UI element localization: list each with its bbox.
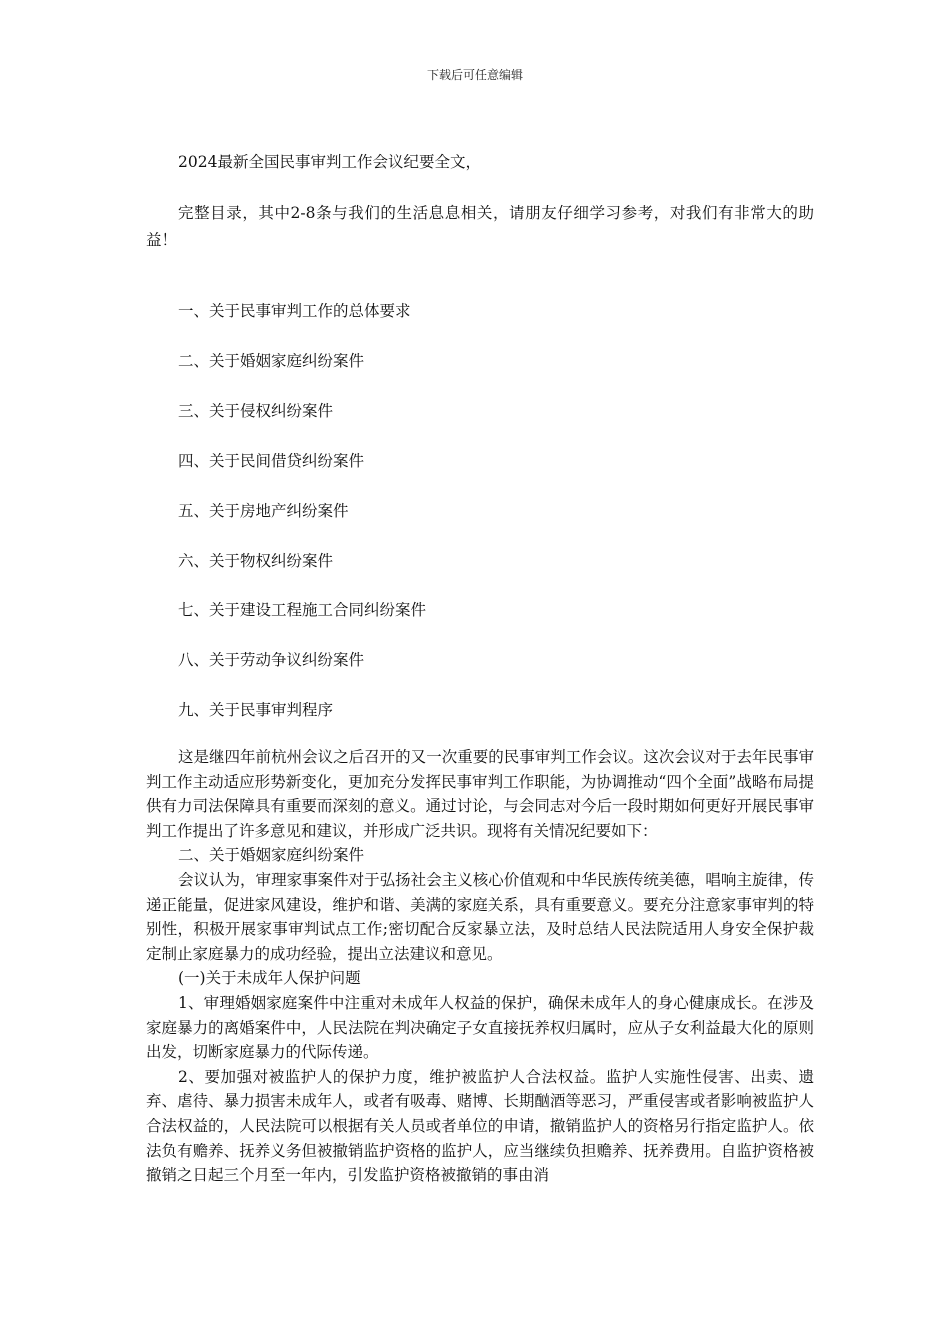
header-note: 下载后可任意编辑 — [426, 68, 523, 82]
body-paragraph: 2、要加强对被监护人的保护力度，维护被监护人合法权益。监护人实施性侵害、出卖、遗弃、虐待、暴力损害未成年人，或者有吸毒、赌博、长期酗酒等恶习，严重侵害或者影响被监护人合法权益的，人民法院可以根据有关人员或者单位的申请，撤销监护人的资格另行指定监护人。依法负有赡养、抚养义务但被撤销监护资格的监护人，应当继续负担赡养、抚养费用。自监护资格被撤销之日起三个月至一年内，引发监护资格被撤销的事由消 — [146, 1067, 814, 1185]
toc-item: 七、关于建设工程施工合同纠纷案件 — [178, 601, 427, 619]
sub-heading: (一)关于未成年人保护问题 — [178, 969, 361, 988]
toc-item: 九、关于民事审判程序 — [178, 701, 334, 719]
body-text — [146, 745, 814, 1188]
toc-item: 四、关于民间借贷纠纷案件 — [178, 452, 365, 470]
contents-note: 完整目录，其中2-8条与我们的生活息息相关，请朋友仔细学习参考，对我们有非常大的助益！ — [146, 204, 814, 249]
toc-item: 五、关于房地产纠纷案件 — [178, 502, 349, 520]
toc-item: 一、关于民事审判工作的总体要求 — [178, 302, 411, 320]
section-heading: 二、关于婚姻家庭纠纷案件 — [178, 846, 365, 865]
toc-item: 八、关于劳动争议纠纷案件 — [178, 651, 365, 669]
toc-item: 六、关于物权纠纷案件 — [178, 552, 334, 570]
document-title-line: 2024最新全国民事审判工作会议纪要全文， — [178, 153, 481, 171]
body-paragraph: 1、审理婚姻家庭案件中注重对未成年人权益的保护，确保未成年人的身心健康成长。在涉及家庭暴力的离婚案件中，人民法院在判决确定子女直接抚养权归属时，应从子女利益最大化的原则出发，切断家庭暴力的代际传递。 — [146, 993, 814, 1062]
toc-item: 二、关于婚姻家庭纠纷案件 — [178, 352, 365, 370]
body-paragraph: 会议认为，审理家事案件对于弘扬社会主义核心价值观和中华民族传统美德，唱响主旋律，传递正能量，促进家风建设，维护和谐、美满的家庭关系，具有重要意义。要充分注意家事审判的特别性，积极开展家事审判试点工作;密切配合反家暴立法，及时总结人民法院适用人身安全保护裁定制止家庭暴力的成功经验，提出立法建议和意见。 — [146, 870, 814, 963]
body-paragraph: 这是继四年前杭州会议之后召开的又一次重要的民事审判工作会议。这次会议对于去年民事审判工作主动适应形势新变化，更加充分发挥民事审判工作职能，为协调推动“四个全面”战略布局提供有力司法保障具有重要而深刻的意义。通过讨论，与会同志对今后一段时期如何更好开展民事审判工作提出了许多意见和建议，并形成广泛共识。现将有关情况纪要如下： — [146, 748, 814, 840]
toc-item: 三、关于侵权纠纷案件 — [178, 402, 334, 420]
